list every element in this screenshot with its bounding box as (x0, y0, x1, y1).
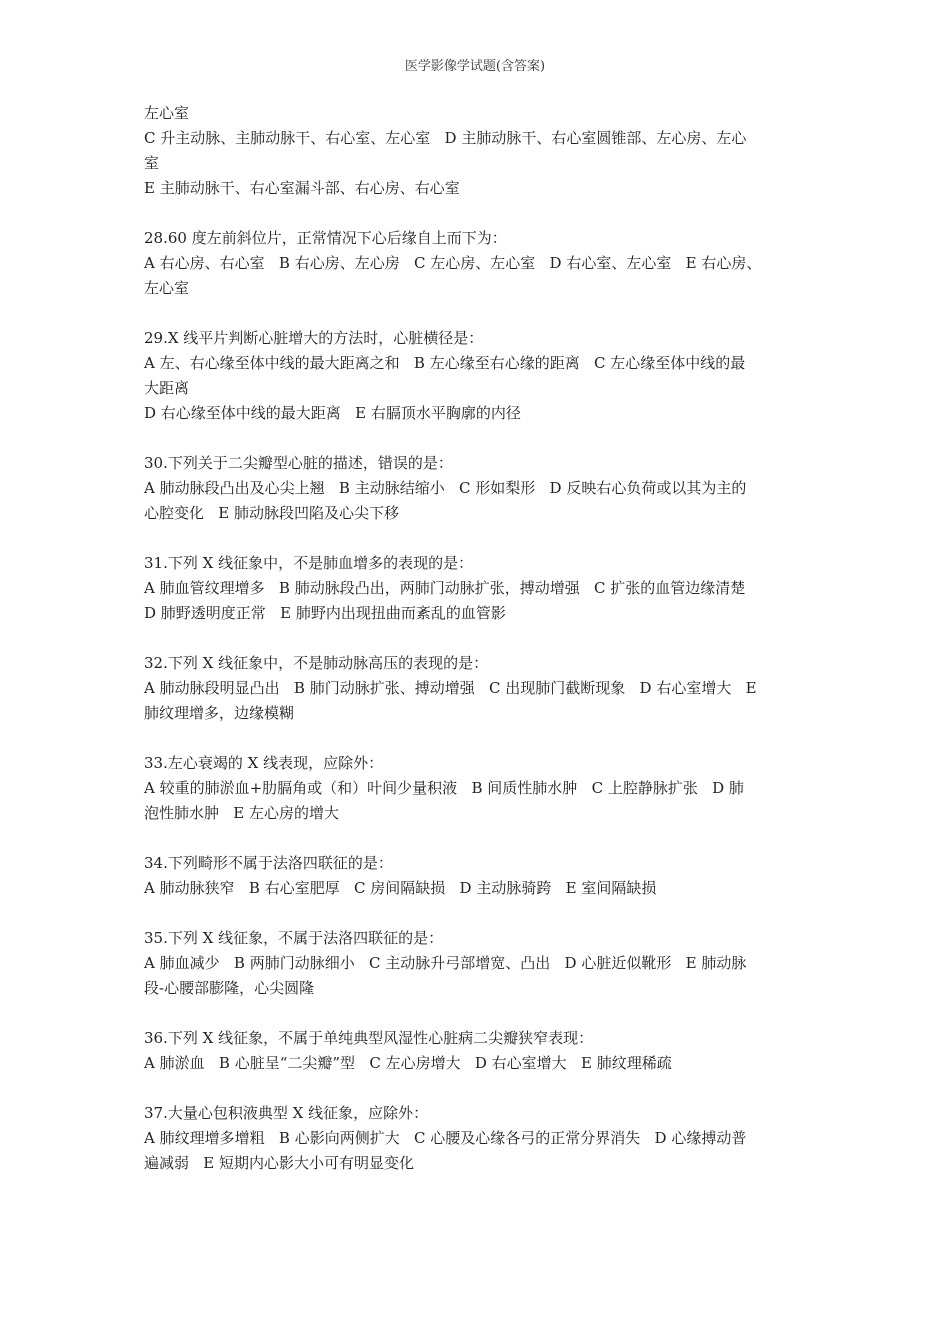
question-options: D 右心缘至体中线的最大距离 E 右膈顶水平胸廓的内径 (144, 404, 521, 422)
question-36 (144, 1026, 814, 1076)
question-33 (144, 751, 814, 826)
question-options: 肺纹理增多，边缘模糊 (144, 704, 295, 722)
question-stem: 33.左心衰竭的 X 线表现，应除外： (144, 754, 384, 772)
question-options: A 肺动脉段明显凸出 B 肺门动脉扩张、搏动增强 C 出现肺门截断现象 D 右心室增大 E (144, 679, 757, 697)
text-line: E 主肺动脉干、右心室漏斗部、右心房、右心室 (144, 179, 460, 197)
question-30 (144, 451, 814, 526)
question-options: A 肺血减少 B 两肺门动脉细小 C 主动脉升弓部增宽、凸出 D 心脏近似靴形 E 肺动脉 (144, 954, 747, 972)
question-35 (144, 926, 814, 1001)
question-stem: 36.下列 X 线征象，不属于单纯典型风湿性心脏病二尖瓣狭窄表现： (144, 1029, 594, 1047)
question-options: A 肺淤血 B 心脏呈“二尖瓣”型 C 左心房增大 D 右心室增大 E 肺纹理稀疏 (144, 1054, 672, 1072)
question-options: 心腔变化 E 肺动脉段凹陷及心尖下移 (144, 504, 400, 522)
text-line: C 升主动脉、主肺动脉干、右心室、左心室 D 主肺动脉干、右心室圆锥部、左心房、左心 (144, 129, 747, 147)
question-options: A 肺纹理增多增粗 B 心影向两侧扩大 C 心腰及心缘各弓的正常分界消失 D 心缘搏动普 (144, 1129, 747, 1147)
question-stem: 28.60 度左前斜位片，正常情况下心后缘自上而下为： (144, 229, 507, 247)
question-stem: 30.下列关于二尖瓣型心脏的描述，错误的是： (144, 454, 453, 472)
question-stem: 29.X 线平片判断心脏增大的方法时，心脏横径是： (144, 329, 484, 347)
text-line: 左心室 (144, 104, 190, 122)
text-line: 室 (144, 154, 160, 172)
question-options: D 肺野透明度正常 E 肺野内出现扭曲而紊乱的血管影 (144, 604, 506, 622)
question-29 (144, 326, 814, 426)
page-header: 医学影像学试题(含答案) (404, 59, 546, 74)
question-options: A 较重的肺淤血+肋膈角或（和）叶间少量积液 B 间质性肺水肿 C 上腔静脉扩张 D 肺 (144, 779, 744, 797)
question-options: 大距离 (144, 379, 190, 397)
question-options: 泡性肺水肿 E 左心房的增大 (144, 804, 340, 822)
question-34 (144, 851, 814, 901)
question-stem: 37.大量心包积液典型 X 线征象，应除外： (144, 1104, 429, 1122)
question-options: A 右心房、右心室 B 右心房、左心房 C 左心房、左心室 D 右心室、左心室 E 右心房、 (144, 254, 762, 272)
question-37 (144, 1101, 814, 1176)
question-28 (144, 226, 814, 301)
question-options: 遍减弱 E 短期内心影大小可有明显变化 (144, 1154, 415, 1172)
document-body (144, 101, 814, 1176)
question-stem: 34.下列畸形不属于法洛四联征的是： (144, 854, 393, 872)
question-stem: 32.下列 X 线征象中，不是肺动脉高压的表现的是： (144, 654, 489, 672)
question-options: A 肺动脉段凸出及心尖上翘 B 主动脉结缩小 C 形如梨形 D 反映右心负荷或以其为主的 (144, 479, 747, 497)
question-stem: 31.下列 X 线征象中，不是肺血增多的表现的是： (144, 554, 474, 572)
question-options: A 肺动脉狭窄 B 右心室肥厚 C 房间隔缺损 D 主动脉骑跨 E 室间隔缺损 (144, 879, 657, 897)
question-options: 左心室 (144, 279, 190, 297)
question-options: A 肺血管纹理增多 B 肺动脉段凸出，两肺门动脉扩张，搏动增强 C 扩张的血管边缘清楚 (144, 579, 746, 597)
question-stem: 35.下列 X 线征象，不属于法洛四联征的是： (144, 929, 444, 947)
intro-continuation (144, 101, 814, 201)
question-options: A 左、右心缘至体中线的最大距离之和 B 左心缘至右心缘的距离 C 左心缘至体中线的最 (144, 354, 746, 372)
question-32 (144, 651, 814, 726)
question-options: 段-心腰部膨隆，心尖圆隆 (144, 979, 315, 997)
question-31 (144, 551, 814, 626)
